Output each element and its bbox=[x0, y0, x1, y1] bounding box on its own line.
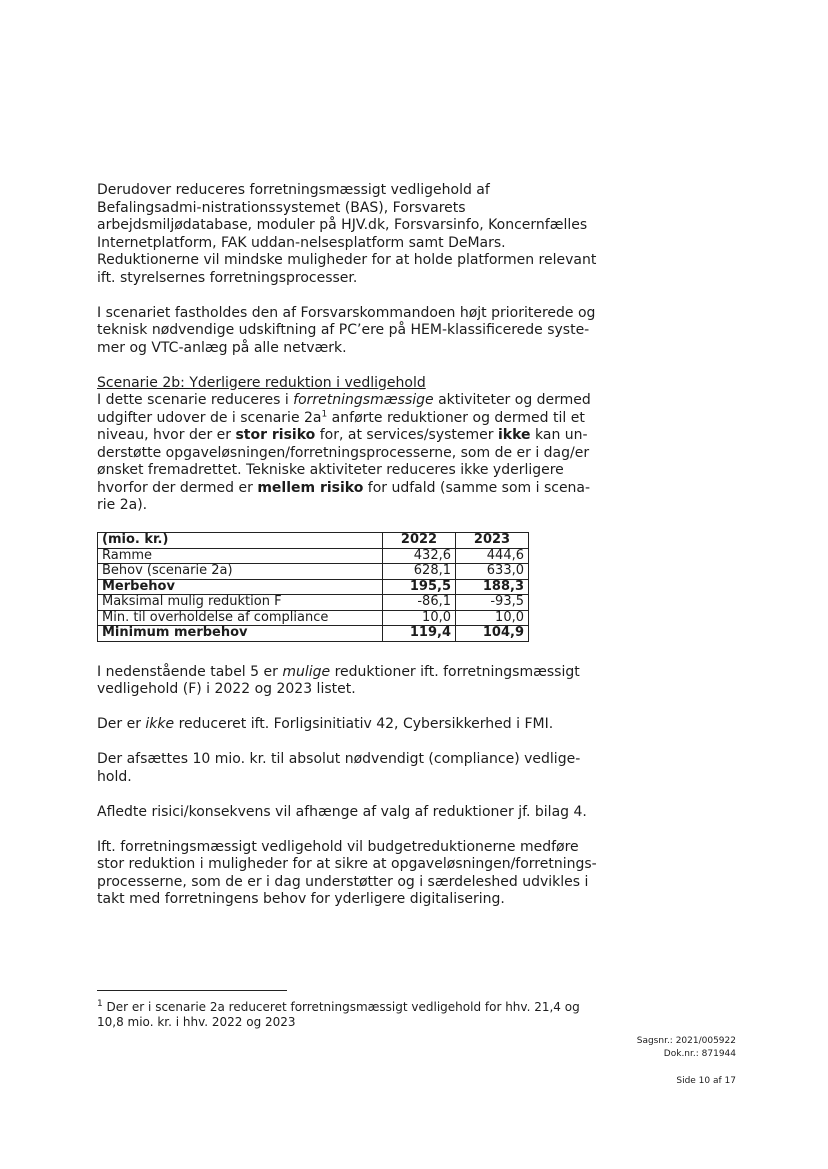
footnote-ref: 1 bbox=[321, 408, 328, 419]
table-row bbox=[98, 564, 529, 580]
table-cell: Min. til overholdelse af compliance bbox=[98, 610, 383, 626]
table-cell: 10,0 bbox=[456, 610, 529, 626]
table-row bbox=[98, 579, 529, 595]
paragraph-5: Der er ikke reduceret ift. Forligsinitiativ 42, Cybersikkerhed i FMI. bbox=[97, 716, 554, 732]
paragraph-7: Afledte risici/konsekvens vil afhænge af valg af reduktioner jf. bilag 4. bbox=[97, 803, 587, 820]
case-number: Sagsnr.: 2021/005922 bbox=[636, 1036, 736, 1046]
table-cell: Minimum merbehov bbox=[98, 626, 383, 642]
paragraph-6: Der afsættes 10 mio. kr. til absolut nødvendigt (compliance) vedlige-hold. bbox=[97, 751, 581, 785]
paragraph-8: Ift. forretningsmæssigt vedligehold vil budgetreduktionerne medføre stor reduktion i muligheder for at sikre at opgaveløsningen/forretnings-processerne, som de er i dag understøtter og i særdeleshed udvikles i takt med forretningens behov for yderligere digitalisering. bbox=[97, 838, 597, 907]
table-header-cell: 2023 bbox=[456, 533, 529, 549]
table-cell: -86,1 bbox=[383, 595, 456, 611]
paragraph-3: I dette scenarie reduceres i forretningsmæssige aktiviteter og dermed udgifter udover de i scenarie $2a^1$ anførte reduktioner og dermed til et niveau, hvor der er stor risiko for, at services/systemer ikke kan un-derstøtte opgaveløsningen/forretningsprocesserne, som de er i dag/er ønsket fremadrettet. Tekniske aktiviteter reduceres ikke yderligere hvorfor der dermed er mellem risiko for udfald (samme som i scena-rie 2a). bbox=[97, 392, 591, 513]
paragraph-4: I nedenstående tabel 5 er mulige reduktioner ift. forretningsmæssigt vedligehold (F) i 2022 og 2023 listet. bbox=[97, 663, 580, 697]
table-cell: 195,5 bbox=[383, 579, 456, 595]
table-cell: 633,0 bbox=[456, 564, 529, 580]
table-cell: 432,6 bbox=[383, 548, 456, 564]
footnote bbox=[97, 1000, 597, 1030]
body-text bbox=[97, 182, 597, 926]
table-cell: Maksimal mulig reduktion F bbox=[98, 595, 383, 611]
table-cell: 119,4 bbox=[383, 626, 456, 642]
table-cell: Merbehov bbox=[98, 579, 383, 595]
table-header-cell: (mio. kr.) bbox=[98, 533, 383, 549]
table-header-row bbox=[98, 533, 529, 549]
paragraph-1: Derudover reduceres forretningsmæssigt vedligehold af Befalingsadmi-nistrationssystemet (BAS), Forsvarets arbejdsmiljødatabase, moduler på HJV.dk, Forsvarsinfo, Koncernfælles Internetplatform, FAK uddan-nelsesplatform samt DeMars. Reduktionerne vil mindske muligheder for at holde platformen relevant ift. styrelsernes forretningsprocesser. bbox=[97, 182, 597, 286]
table-cell: 10,0 bbox=[383, 610, 456, 626]
page-number: Side 10 af 17 bbox=[676, 1076, 736, 1086]
budget-table bbox=[97, 532, 529, 642]
footnote-marker: 1 bbox=[97, 999, 103, 1009]
table-cell: -93,5 bbox=[456, 595, 529, 611]
table-cell: Behov (scenarie 2a) bbox=[98, 564, 383, 580]
section-heading: Scenarie 2b: Yderligere reduktion i vedligehold bbox=[97, 374, 426, 391]
table-cell: 628,1 bbox=[383, 564, 456, 580]
footnote-divider bbox=[97, 990, 287, 991]
table-row bbox=[98, 610, 529, 626]
table-cell: 444,6 bbox=[456, 548, 529, 564]
table-row bbox=[98, 548, 529, 564]
table-cell: 188,3 bbox=[456, 579, 529, 595]
table-row bbox=[98, 626, 529, 642]
table-cell: 104,9 bbox=[456, 626, 529, 642]
table-header-cell: 2022 bbox=[383, 533, 456, 549]
table-cell: Ramme bbox=[98, 548, 383, 564]
paragraph-2: I scenariet fastholdes den af Forsvarskommandoen højt prioriterede og teknisk nødvendige udskiftning af PC’ere på HEM-klassificerede syste-mer og VTC-anlæg på alle netværk. bbox=[97, 304, 596, 356]
table-row bbox=[98, 595, 529, 611]
document-meta bbox=[637, 1035, 736, 1061]
document-number: Dok.nr.: 871944 bbox=[663, 1049, 736, 1059]
footnote-text: Der er i scenarie 2a reduceret forretningsmæssigt vedligehold for hhv. 21,4 og 10,8 mio. kr. i hhv. 2022 og 2023 bbox=[97, 1000, 580, 1029]
